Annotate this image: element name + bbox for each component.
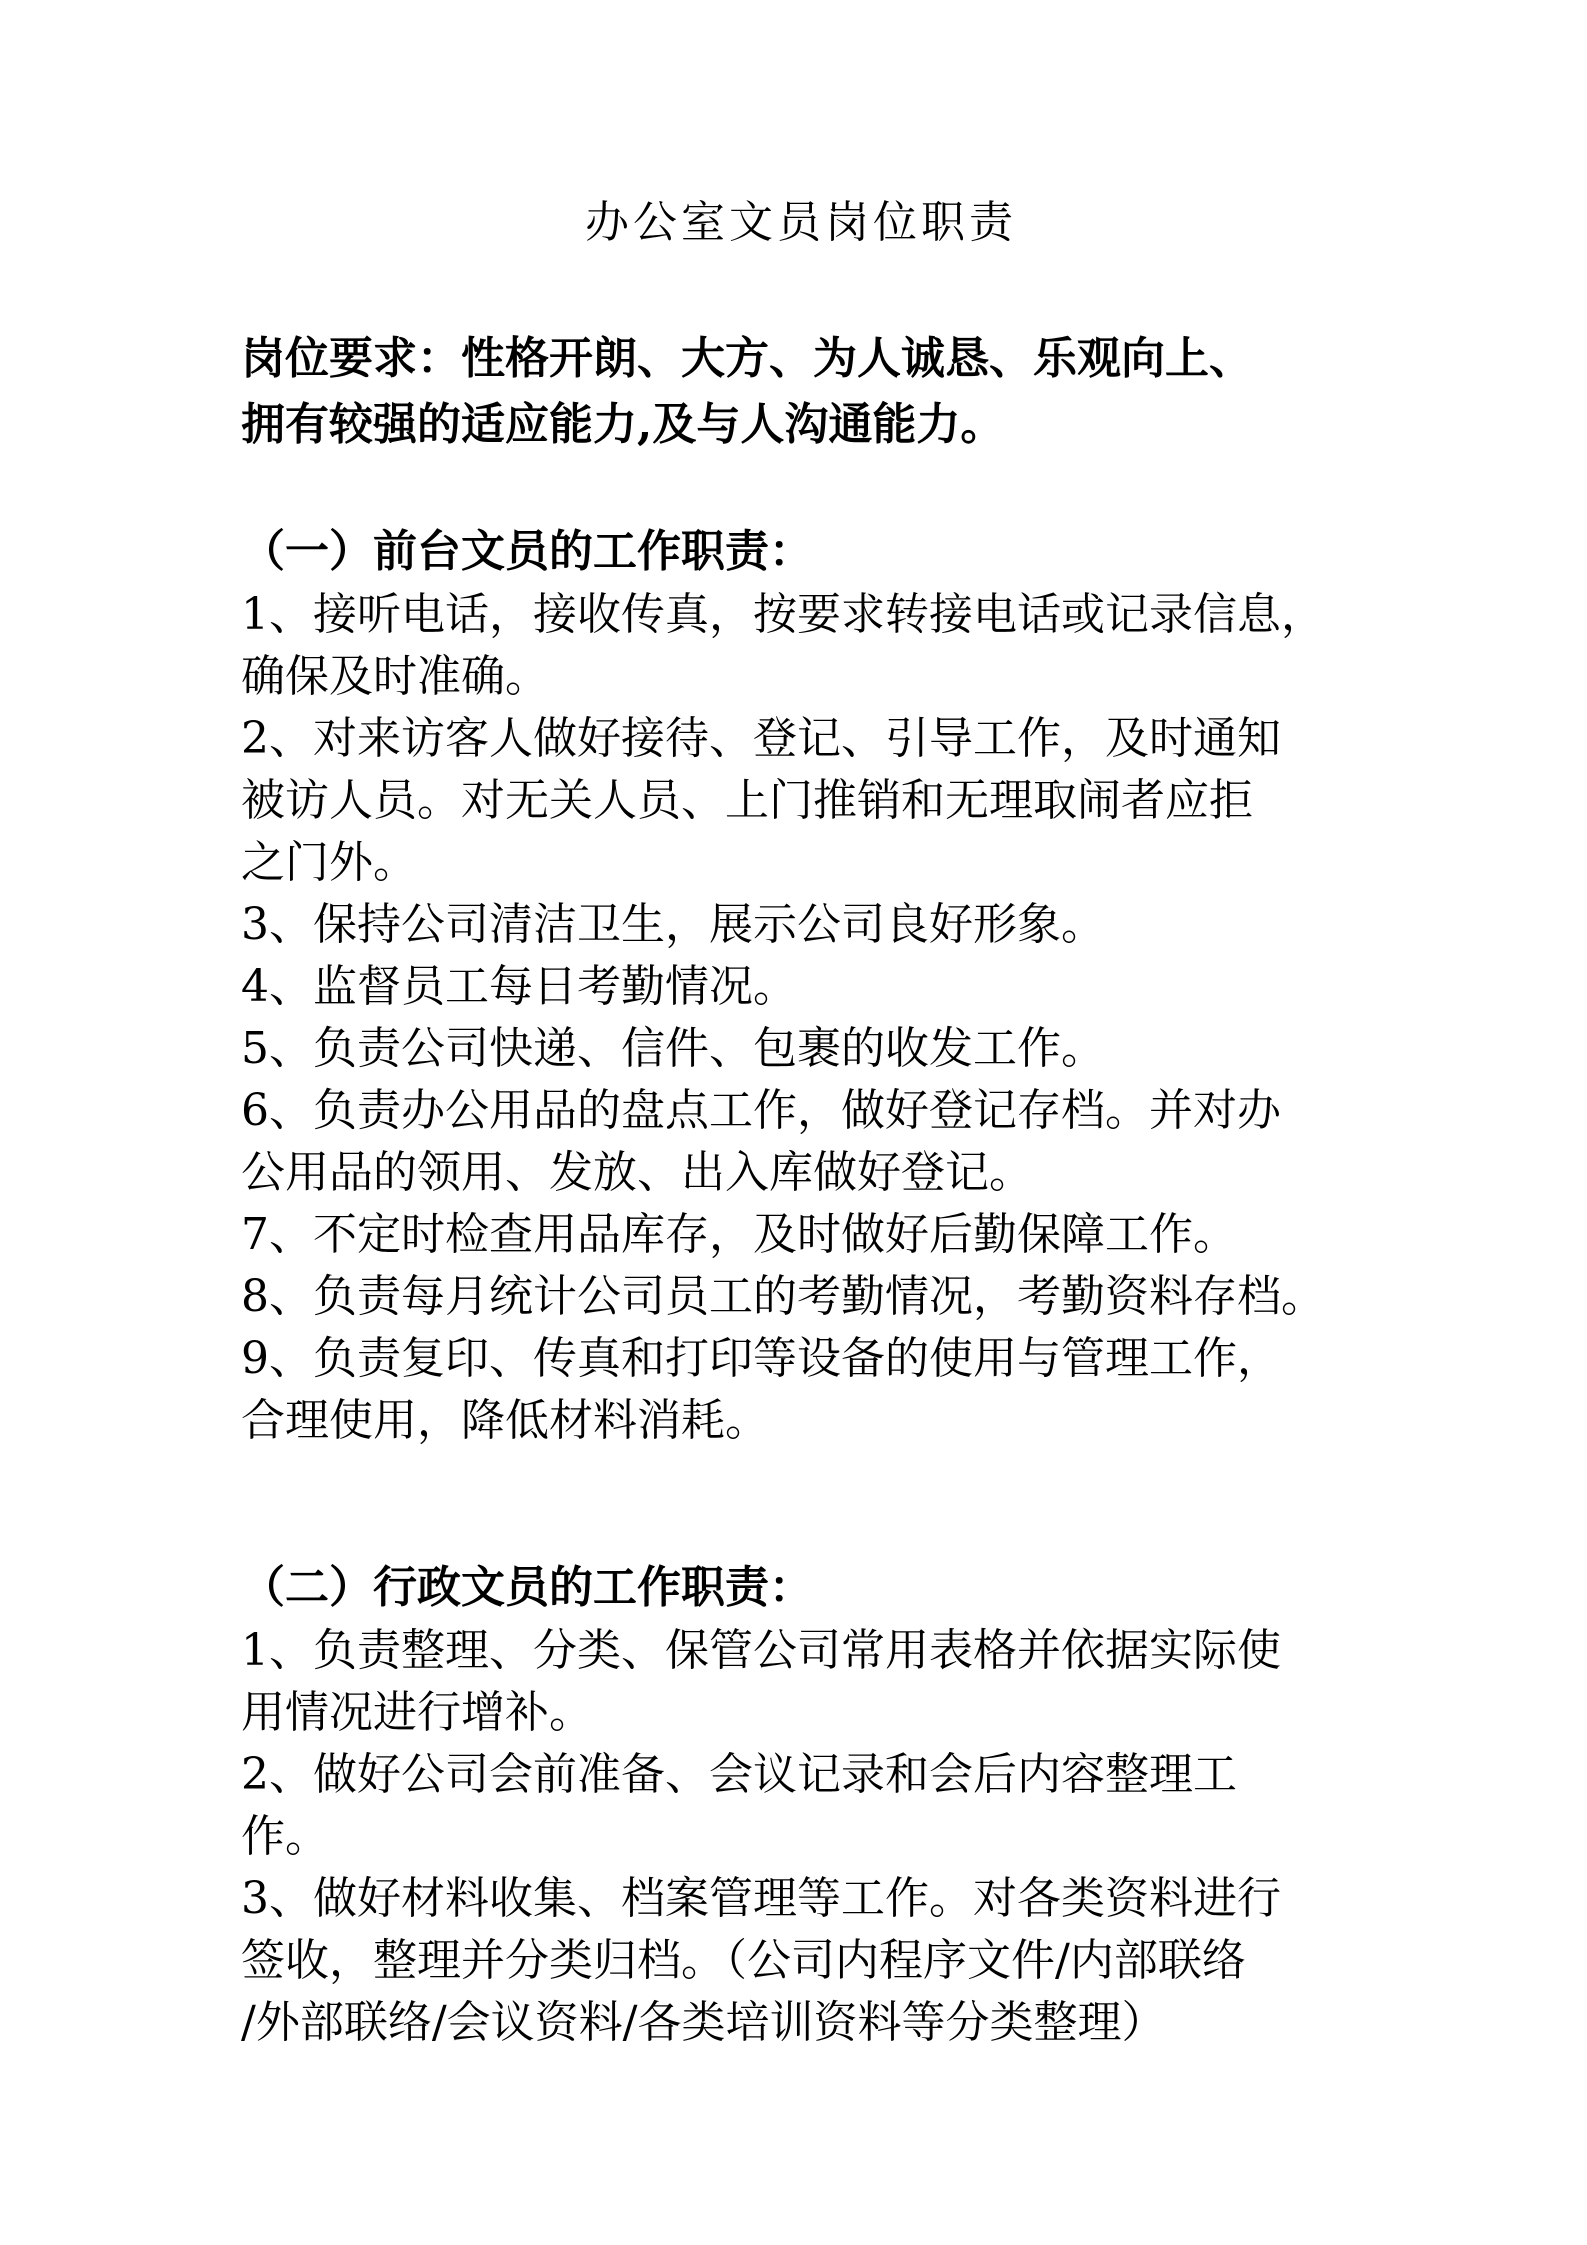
duty-item: [241, 1204, 1361, 1266]
duty-item-line: 2、对来访客人做好接待、登记、引导工作，及时通知: [241, 713, 1281, 764]
duty-item: [241, 1080, 1361, 1204]
duty-item-line: /外部联络/会议资料/各类培训资料等分类整理）: [241, 1997, 1166, 2048]
section-heading: （二）行政文员的工作职责：: [241, 1562, 813, 1613]
duty-item-line: 6、负责办公用品的盘点工作，做好登记存档。并对办: [241, 1085, 1281, 1136]
duty-item-line: 用情况进行增补。: [241, 1687, 593, 1738]
duty-item-line: 9、负责复印、传真和打印等设备的使用与管理工作，: [241, 1333, 1281, 1384]
duty-item: [241, 894, 1361, 956]
job-requirements: [241, 326, 1361, 458]
duty-item-line: 5、负责公司快递、信件、包裹的收发工作。: [241, 1023, 1105, 1074]
duty-item: [241, 956, 1361, 1018]
duty-item: [241, 708, 1361, 894]
page-title: 办公室文员岗位职责: [585, 197, 1017, 248]
section-heading: （一）前台文员的工作职责：: [241, 526, 813, 577]
duty-item: [241, 1328, 1361, 1452]
section-front-desk-clerk: [241, 520, 1361, 1452]
duty-item: [241, 1868, 1361, 2054]
duty-item-line: 签收，整理并分类归档。（公司内程序文件/内部联络: [241, 1935, 1246, 1986]
section-admin-clerk: [241, 1556, 1361, 2054]
duty-item-line: 1、负责整理、分类、保管公司常用表格并依据实际使: [241, 1625, 1281, 1676]
duty-item: [241, 1620, 1361, 1744]
duty-item-line: 1、接听电话，接收传真，按要求转接电话或记录信息，: [241, 589, 1325, 640]
duty-item: [241, 584, 1361, 708]
duty-item-line: 4、监督员工每日考勤情况。: [241, 961, 797, 1012]
duty-item-line: 3、做好材料收集、档案管理等工作。对各类资料进行: [241, 1873, 1281, 1924]
duty-item-line: 作。: [241, 1811, 329, 1862]
duty-item-line: 之门外。: [241, 837, 417, 888]
duty-item-line: 确保及时准确。: [241, 651, 549, 702]
duty-item-line: 被访人员。对无关人员、上门推销和无理取闹者应拒: [241, 775, 1253, 826]
duty-item-line: 8、负责每月统计公司员工的考勤情况，考勤资料存档。: [241, 1271, 1325, 1322]
duty-item-line: 合理使用，降低材料消耗。: [241, 1395, 769, 1446]
duty-item-line: 2、做好公司会前准备、会议记录和会后内容整理工: [241, 1749, 1237, 1800]
requirements-line: 拥有较强的适应能力,及与人沟通能力。: [241, 399, 1005, 450]
duty-item-line: 3、保持公司清洁卫生，展示公司良好形象。: [241, 899, 1105, 950]
duty-item-line: 公用品的领用、发放、出入库做好登记。: [241, 1147, 1033, 1198]
duty-item-line: 7、不定时检查用品库存，及时做好后勤保障工作。: [241, 1209, 1237, 1260]
requirements-line: 岗位要求：性格开朗、大方、为人诚恳、乐观向上、: [241, 333, 1253, 384]
duty-item: [241, 1018, 1361, 1080]
duty-item: [241, 1744, 1361, 1868]
duty-item: [241, 1266, 1361, 1328]
